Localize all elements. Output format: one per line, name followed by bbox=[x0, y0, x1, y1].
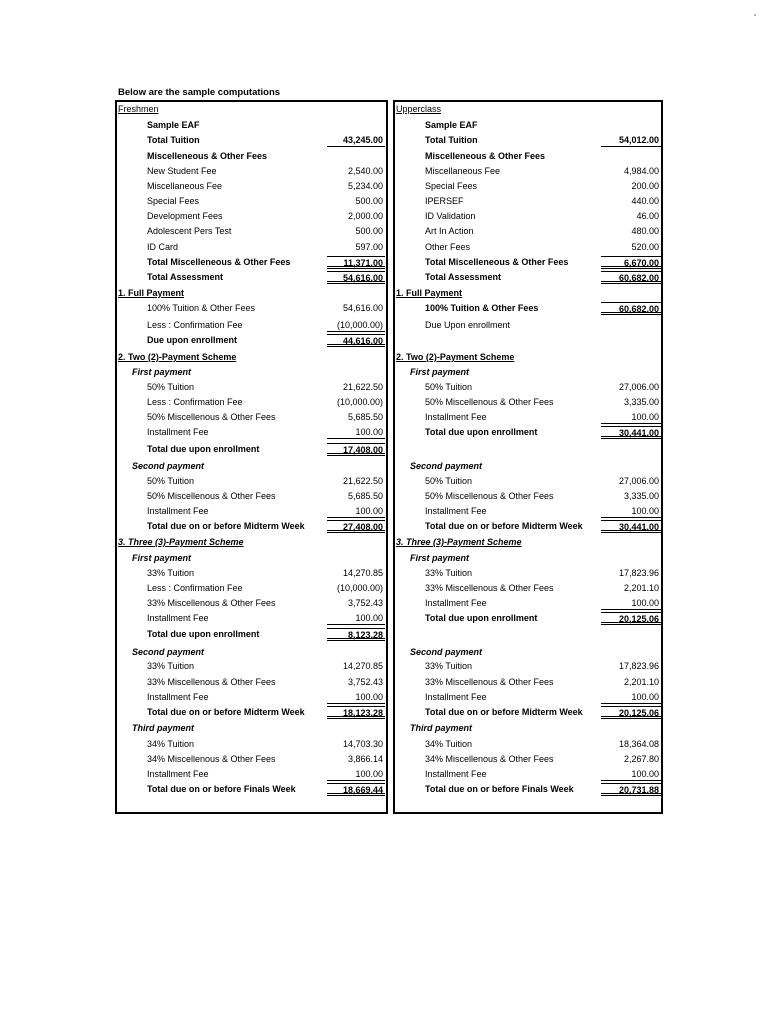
row-amount: 43,245.00 bbox=[327, 134, 385, 147]
upperclass-header: Upperclass bbox=[396, 104, 442, 114]
table-row bbox=[395, 209, 661, 224]
row-amount: 5,685.50 bbox=[347, 491, 383, 501]
row-amount: 200.00 bbox=[631, 181, 659, 191]
table-row bbox=[117, 410, 386, 425]
row-amount: 21,622.50 bbox=[342, 382, 383, 392]
table-row bbox=[117, 596, 386, 611]
table-row bbox=[117, 425, 386, 440]
row-label: 34% Tuition bbox=[425, 739, 473, 749]
row-amount: 597.00 bbox=[355, 242, 383, 252]
row-amount: 440.00 bbox=[631, 196, 659, 206]
row-label: ID Validation bbox=[425, 211, 476, 221]
row-amount: 44,616.00 bbox=[327, 334, 385, 347]
table-row bbox=[395, 442, 661, 457]
row-label: Miscellaneous Fee bbox=[147, 181, 223, 191]
table-row bbox=[395, 179, 661, 194]
row-label: Second payment bbox=[132, 647, 205, 657]
row-label: 33% Miscellenous & Other Fees bbox=[425, 677, 554, 687]
row-label: 33% Tuition bbox=[147, 568, 195, 578]
freshmen-table bbox=[115, 100, 388, 814]
row-label: 33% Tuition bbox=[425, 661, 473, 671]
row-label: First payment bbox=[410, 367, 470, 377]
page-caption: Below are the sample computations bbox=[118, 87, 281, 98]
row-amount: 54,616.00 bbox=[342, 303, 383, 313]
row-label: Installment Fee bbox=[147, 427, 209, 437]
row-label: Less : Confirmation Fee bbox=[147, 583, 243, 593]
table-row bbox=[117, 395, 386, 410]
table-row bbox=[117, 551, 386, 566]
table-row bbox=[395, 659, 661, 674]
row-label: First payment bbox=[132, 553, 192, 563]
row-label: Installment Fee bbox=[425, 412, 487, 422]
row-label: Total due on or before Midterm Week bbox=[147, 521, 305, 531]
row-label: Installment Fee bbox=[147, 769, 209, 779]
row-label: 2. Two (2)-Payment Scheme bbox=[396, 352, 515, 362]
row-label: 33% Miscellenous & Other Fees bbox=[147, 677, 276, 687]
row-label: 33% Tuition bbox=[425, 568, 473, 578]
table-row bbox=[395, 752, 661, 767]
row-label: Total due on or before Midterm Week bbox=[425, 521, 583, 531]
row-amount: 100.00 bbox=[601, 597, 661, 610]
table-row bbox=[117, 581, 386, 596]
row-amount: 27,408.00 bbox=[327, 520, 385, 533]
row-label: Installment Fee bbox=[147, 692, 209, 702]
table-row bbox=[117, 627, 386, 642]
row-label: 3. Three (3)-Payment Scheme bbox=[118, 537, 244, 547]
row-amount: 500.00 bbox=[355, 226, 383, 236]
row-amount: 14,270.85 bbox=[342, 568, 383, 578]
table-row bbox=[395, 118, 661, 133]
row-label: Total Tuition bbox=[147, 135, 200, 145]
table-row bbox=[117, 133, 386, 148]
table-row bbox=[117, 474, 386, 489]
row-amount: 2,540.00 bbox=[347, 166, 383, 176]
row-label: 50% Tuition bbox=[425, 382, 473, 392]
row-label: Total due on or before Midterm Week bbox=[425, 707, 583, 717]
table-row bbox=[117, 459, 386, 474]
row-amount: 3,752.43 bbox=[347, 598, 383, 608]
table-row bbox=[395, 194, 661, 209]
row-label: Installment Fee bbox=[425, 506, 487, 516]
table-row bbox=[117, 659, 386, 674]
table-row bbox=[117, 675, 386, 690]
row-amount: 5,234.00 bbox=[347, 181, 383, 191]
row-label: Total due upon enrollment bbox=[147, 629, 260, 639]
row-label: Miscellaneous Fee bbox=[425, 166, 501, 176]
row-amount: 11,371.00 bbox=[327, 256, 385, 269]
row-label: Special Fees bbox=[425, 181, 478, 191]
table-row bbox=[117, 224, 386, 239]
row-amount: 60,682.00 bbox=[601, 271, 661, 284]
row-amount: (10,000.00) bbox=[336, 397, 383, 407]
table-row bbox=[395, 782, 661, 797]
table-row bbox=[395, 459, 661, 474]
table-row bbox=[117, 690, 386, 705]
row-label: 50% Tuition bbox=[147, 476, 195, 486]
row-label: Due upon enrollment bbox=[147, 335, 237, 345]
row-amount: 100.00 bbox=[327, 691, 385, 704]
row-label: IPERSEF bbox=[425, 196, 464, 206]
row-amount: 100.00 bbox=[327, 505, 385, 518]
row-amount: 2,267.80 bbox=[623, 754, 659, 764]
table-row bbox=[117, 270, 386, 285]
table-row bbox=[395, 286, 661, 301]
row-amount: 2,201.10 bbox=[623, 583, 659, 593]
table-row bbox=[395, 425, 661, 440]
row-amount: 6,670.00 bbox=[601, 256, 661, 269]
row-label: 33% Tuition bbox=[147, 661, 195, 671]
table-row bbox=[117, 240, 386, 255]
row-label: Total due on or before Finals Week bbox=[147, 784, 296, 794]
row-label: Total due upon enrollment bbox=[147, 444, 260, 454]
table-row bbox=[395, 380, 661, 395]
row-label: 33% Miscellenous & Other Fees bbox=[425, 583, 554, 593]
table-row bbox=[395, 581, 661, 596]
row-amount: 17,823.96 bbox=[618, 661, 659, 671]
table-row bbox=[117, 365, 386, 380]
row-label: 1. Full Payment bbox=[118, 288, 185, 298]
row-label: Development Fees bbox=[147, 211, 223, 221]
table-row bbox=[395, 489, 661, 504]
row-label: Total due upon enrollment bbox=[425, 427, 538, 437]
table-row bbox=[395, 365, 661, 380]
row-amount: 100.00 bbox=[327, 768, 385, 781]
row-amount: 20,125.06 bbox=[601, 706, 661, 719]
table-row bbox=[117, 301, 386, 316]
row-label: Other Fees bbox=[425, 242, 471, 252]
freshmen-header: Freshmen bbox=[118, 104, 159, 114]
row-amount: (10,000.00) bbox=[327, 319, 385, 332]
row-amount: 100.00 bbox=[601, 691, 661, 704]
table-row bbox=[117, 705, 386, 720]
table-row bbox=[117, 255, 386, 270]
row-label: Second payment bbox=[410, 647, 483, 657]
table-row bbox=[395, 133, 661, 148]
table-row bbox=[117, 566, 386, 581]
row-amount: 100.00 bbox=[601, 411, 661, 424]
row-label: Less : Confirmation Fee bbox=[147, 397, 243, 407]
row-amount: 2,000.00 bbox=[347, 211, 383, 221]
row-amount: 100.00 bbox=[327, 612, 385, 625]
table-row bbox=[395, 690, 661, 705]
table-row bbox=[395, 737, 661, 752]
row-label: Installment Fee bbox=[425, 692, 487, 702]
row-label: Miscelleneous & Other Fees bbox=[147, 151, 268, 161]
table-header-row bbox=[395, 102, 661, 117]
row-label: Total due on or before Midterm Week bbox=[147, 707, 305, 717]
table-row bbox=[395, 675, 661, 690]
table-row bbox=[395, 551, 661, 566]
table-row bbox=[117, 318, 386, 333]
table-row bbox=[117, 782, 386, 797]
table-row bbox=[395, 596, 661, 611]
table-row bbox=[395, 270, 661, 285]
row-amount: 100.00 bbox=[327, 426, 385, 439]
row-label: 50% Miscellenous & Other Fees bbox=[425, 491, 554, 501]
row-amount: 100.00 bbox=[601, 768, 661, 781]
table-row bbox=[395, 333, 661, 348]
table-row bbox=[117, 380, 386, 395]
row-label: Third payment bbox=[410, 723, 473, 733]
row-amount: 3,335.00 bbox=[623, 397, 659, 407]
table-row bbox=[395, 645, 661, 660]
row-amount: (10,000.00) bbox=[336, 583, 383, 593]
row-amount: 14,270.85 bbox=[342, 661, 383, 671]
scan-speck bbox=[754, 14, 756, 16]
table-row bbox=[117, 194, 386, 209]
table-row bbox=[395, 566, 661, 581]
row-label: 50% Tuition bbox=[425, 476, 473, 486]
table-header-row bbox=[117, 102, 386, 117]
row-amount: 14,703.30 bbox=[342, 739, 383, 749]
row-label: 1. Full Payment bbox=[396, 288, 463, 298]
row-label: Total Assessment bbox=[147, 272, 224, 282]
row-amount: 480.00 bbox=[631, 226, 659, 236]
row-amount: 20,125.06 bbox=[601, 612, 661, 625]
table-row bbox=[395, 301, 661, 316]
table-row bbox=[395, 535, 661, 550]
row-amount: 100.00 bbox=[601, 505, 661, 518]
row-amount: 3,866.14 bbox=[347, 754, 383, 764]
row-label: Total Tuition bbox=[425, 135, 478, 145]
row-amount: 500.00 bbox=[355, 196, 383, 206]
row-label: 50% Miscellenous & Other Fees bbox=[425, 397, 554, 407]
row-label: Second payment bbox=[132, 461, 205, 471]
row-label: Installment Fee bbox=[425, 598, 487, 608]
table-row bbox=[117, 209, 386, 224]
row-label: 50% Miscellenous & Other Fees bbox=[147, 491, 276, 501]
table-row bbox=[395, 410, 661, 425]
row-label: Sample EAF bbox=[147, 120, 200, 130]
row-amount: 30,441.00 bbox=[601, 426, 661, 439]
row-amount: 18,364.08 bbox=[618, 739, 659, 749]
table-row bbox=[117, 519, 386, 534]
row-amount: 4,984.00 bbox=[623, 166, 659, 176]
table-row bbox=[395, 705, 661, 720]
table-row bbox=[117, 737, 386, 752]
row-amount: 17,823.96 bbox=[618, 568, 659, 578]
table-row bbox=[117, 535, 386, 550]
row-label: 100% Tuition & Other Fees bbox=[425, 303, 539, 313]
row-amount: 18,123.28 bbox=[327, 706, 385, 719]
row-label: 3. Three (3)-Payment Scheme bbox=[396, 537, 522, 547]
table-row bbox=[395, 240, 661, 255]
table-row bbox=[395, 611, 661, 626]
table-row bbox=[117, 350, 386, 365]
table-row bbox=[395, 504, 661, 519]
table-row bbox=[395, 474, 661, 489]
row-amount: 2,201.10 bbox=[623, 677, 659, 687]
table-row bbox=[117, 149, 386, 164]
row-label: Total due on or before Finals Week bbox=[425, 784, 574, 794]
row-amount: 8,123.28 bbox=[327, 628, 385, 641]
row-amount: 20,731.88 bbox=[601, 783, 661, 796]
row-label: 50% Tuition bbox=[147, 382, 195, 392]
row-label: First payment bbox=[410, 553, 470, 563]
row-label: 50% Miscellenous & Other Fees bbox=[147, 412, 276, 422]
table-row bbox=[395, 224, 661, 239]
row-amount: 18,669.44 bbox=[327, 783, 385, 796]
row-amount: 54,616.00 bbox=[327, 271, 385, 284]
row-amount: 30,441.00 bbox=[601, 520, 661, 533]
row-label: Total Miscelleneous & Other Fees bbox=[425, 257, 569, 267]
table-row bbox=[117, 118, 386, 133]
table-row bbox=[117, 611, 386, 626]
row-label: ID Card bbox=[147, 242, 179, 252]
table-row bbox=[117, 333, 386, 348]
row-label: Due Upon enrollment bbox=[425, 320, 511, 330]
row-amount: 17,408.00 bbox=[327, 443, 385, 456]
table-row bbox=[395, 318, 661, 333]
table-row bbox=[117, 767, 386, 782]
row-label: Installment Fee bbox=[147, 506, 209, 516]
row-label: Total Assessment bbox=[425, 272, 502, 282]
table-row bbox=[117, 286, 386, 301]
row-label: 2. Two (2)-Payment Scheme bbox=[118, 352, 237, 362]
row-amount: 60,682.00 bbox=[601, 302, 661, 315]
row-amount: 54,012.00 bbox=[601, 134, 661, 147]
row-label: 33% Miscellenous & Other Fees bbox=[147, 598, 276, 608]
row-label: Total due upon enrollment bbox=[425, 613, 538, 623]
row-amount: 3,335.00 bbox=[623, 491, 659, 501]
row-label: 100% Tuition & Other Fees bbox=[147, 303, 256, 313]
table-row bbox=[117, 645, 386, 660]
row-amount: 46.00 bbox=[636, 211, 659, 221]
table-row bbox=[117, 504, 386, 519]
table-row bbox=[117, 164, 386, 179]
table-row bbox=[395, 395, 661, 410]
table-row bbox=[395, 149, 661, 164]
row-label: Miscelleneous & Other Fees bbox=[425, 151, 546, 161]
row-amount: 3,752.43 bbox=[347, 677, 383, 687]
row-amount: 27,006.00 bbox=[618, 382, 659, 392]
table-row bbox=[395, 519, 661, 534]
row-label: Adolescent Pers Test bbox=[147, 226, 232, 236]
row-label: Installment Fee bbox=[425, 769, 487, 779]
table-row bbox=[117, 721, 386, 736]
row-label: New Student Fee bbox=[147, 166, 217, 176]
row-label: 34% Miscellenous & Other Fees bbox=[425, 754, 554, 764]
table-row bbox=[395, 767, 661, 782]
row-label: Total Miscelleneous & Other Fees bbox=[147, 257, 291, 267]
table-row bbox=[395, 350, 661, 365]
row-label: Installment Fee bbox=[147, 613, 209, 623]
row-amount: 27,006.00 bbox=[618, 476, 659, 486]
table-row bbox=[395, 164, 661, 179]
row-amount: 21,622.50 bbox=[342, 476, 383, 486]
row-label: 34% Tuition bbox=[147, 739, 195, 749]
row-amount: 5,685.50 bbox=[347, 412, 383, 422]
table-row bbox=[117, 179, 386, 194]
table-row bbox=[395, 721, 661, 736]
table-row bbox=[395, 627, 661, 642]
table-row bbox=[117, 442, 386, 457]
row-label: 34% Miscellenous & Other Fees bbox=[147, 754, 276, 764]
table-row bbox=[395, 255, 661, 270]
row-label: Third payment bbox=[132, 723, 195, 733]
row-label: Less : Confirmation Fee bbox=[147, 320, 243, 330]
table-row bbox=[117, 752, 386, 767]
upperclass-table bbox=[393, 100, 663, 814]
row-label: Second payment bbox=[410, 461, 483, 471]
row-label: First payment bbox=[132, 367, 192, 377]
row-label: Art In Action bbox=[425, 226, 474, 236]
row-label: Sample EAF bbox=[425, 120, 478, 130]
row-amount: 520.00 bbox=[631, 242, 659, 252]
table-row bbox=[117, 489, 386, 504]
row-label: Special Fees bbox=[147, 196, 200, 206]
